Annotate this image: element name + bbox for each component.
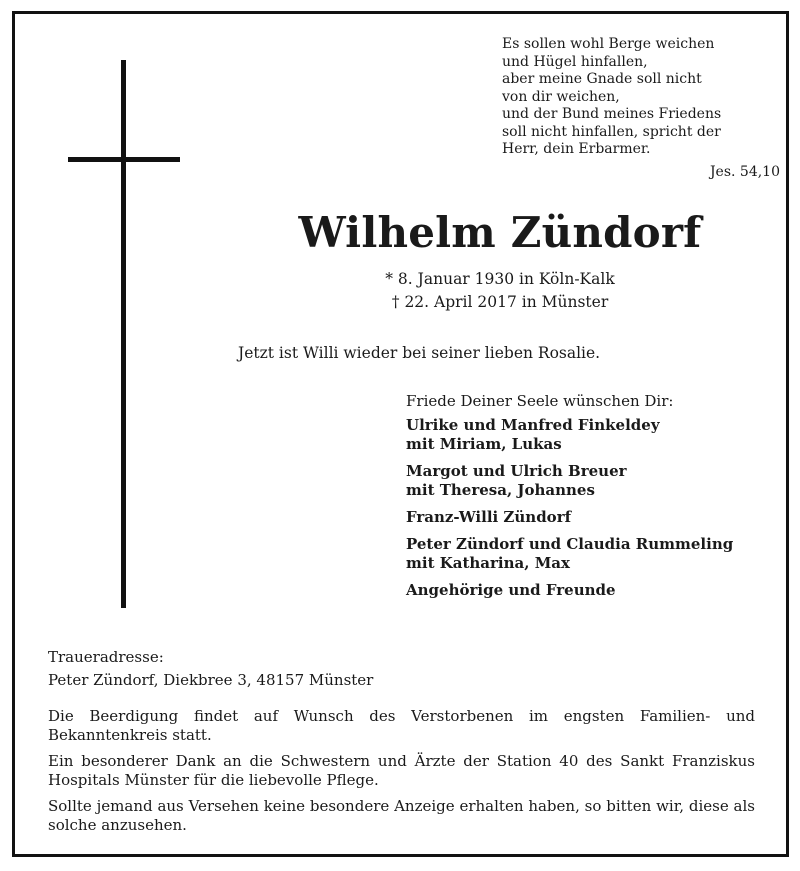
birth-date: * 8. Januar 1930 in Köln-Kalk [385,270,615,288]
quote-line: und der Bund meines Friedens [502,106,722,122]
quote-line: Es sollen wohl Berge weichen [502,36,715,52]
mourner-group [406,416,786,454]
quote-line: soll nicht hinfallen, spricht der [502,123,721,140]
quote-line: von dir weichen, [502,88,620,105]
life-dates [340,268,660,314]
mourner-line: mit Theresa, Johannes [406,481,595,499]
death-date: † 22. April 2017 in Münster [391,293,609,311]
notices [48,707,755,842]
mourning-address [48,646,748,692]
address-label: Traueradresse: [48,648,164,666]
cross-vertical-bar [121,60,126,608]
missed-notice-request: Sollte jemand aus Versehen keine besondere Anzeige erhalten haben, so bitten wir, diese als solche anzusehen. [48,797,755,834]
mourner-line: Margot und Ulrich Breuer [406,462,627,480]
cross-horizontal-bar [68,157,180,162]
mourners-intro: Friede Deiner Seele wünschen Dir: [406,392,674,410]
funeral-notice: Die Beerdigung findet auf Wunsch des Verstorbenen im engsten Familien- und Bekanntenkreis statt. [48,707,755,744]
mourner-line: Franz-Willi Zündorf [406,508,572,526]
quote-line: Herr, dein Erbarmer. [502,141,651,157]
deceased-name: Wilhelm Zündorf [298,208,702,257]
mourner-group [406,462,786,500]
mourner-line: mit Miriam, Lukas [406,435,562,453]
mourner-line: Ulrike und Manfred Finkeldey [406,416,660,434]
tribute-line: Jetzt ist Willi wieder bei seiner lieben Rosalie. [238,344,601,362]
quote-line: und Hügel hinfallen, [502,53,648,70]
bible-quote [502,36,792,159]
mourner-group [406,535,786,573]
quote-reference: Jes. 54,10 [709,164,780,180]
thanks-notice: Ein besonderer Dank an die Schwestern und Ärzte der Station 40 des Sankt Franziskus Hospitals Münster für die liebevolle Pflege. [48,752,755,789]
mourner-line: Peter Zündorf und Claudia Rummeling [406,535,734,553]
address-value: Peter Zündorf, Diekbree 3, 48157 Münster [48,671,374,689]
mourner-line: Angehörige und Freunde [406,581,616,599]
mourner-line: mit Katharina, Max [406,554,570,572]
quote-line: aber meine Gnade soll nicht [502,71,702,87]
mourners-list [406,390,786,608]
mourner-group [406,581,786,600]
mourner-group [406,508,786,527]
